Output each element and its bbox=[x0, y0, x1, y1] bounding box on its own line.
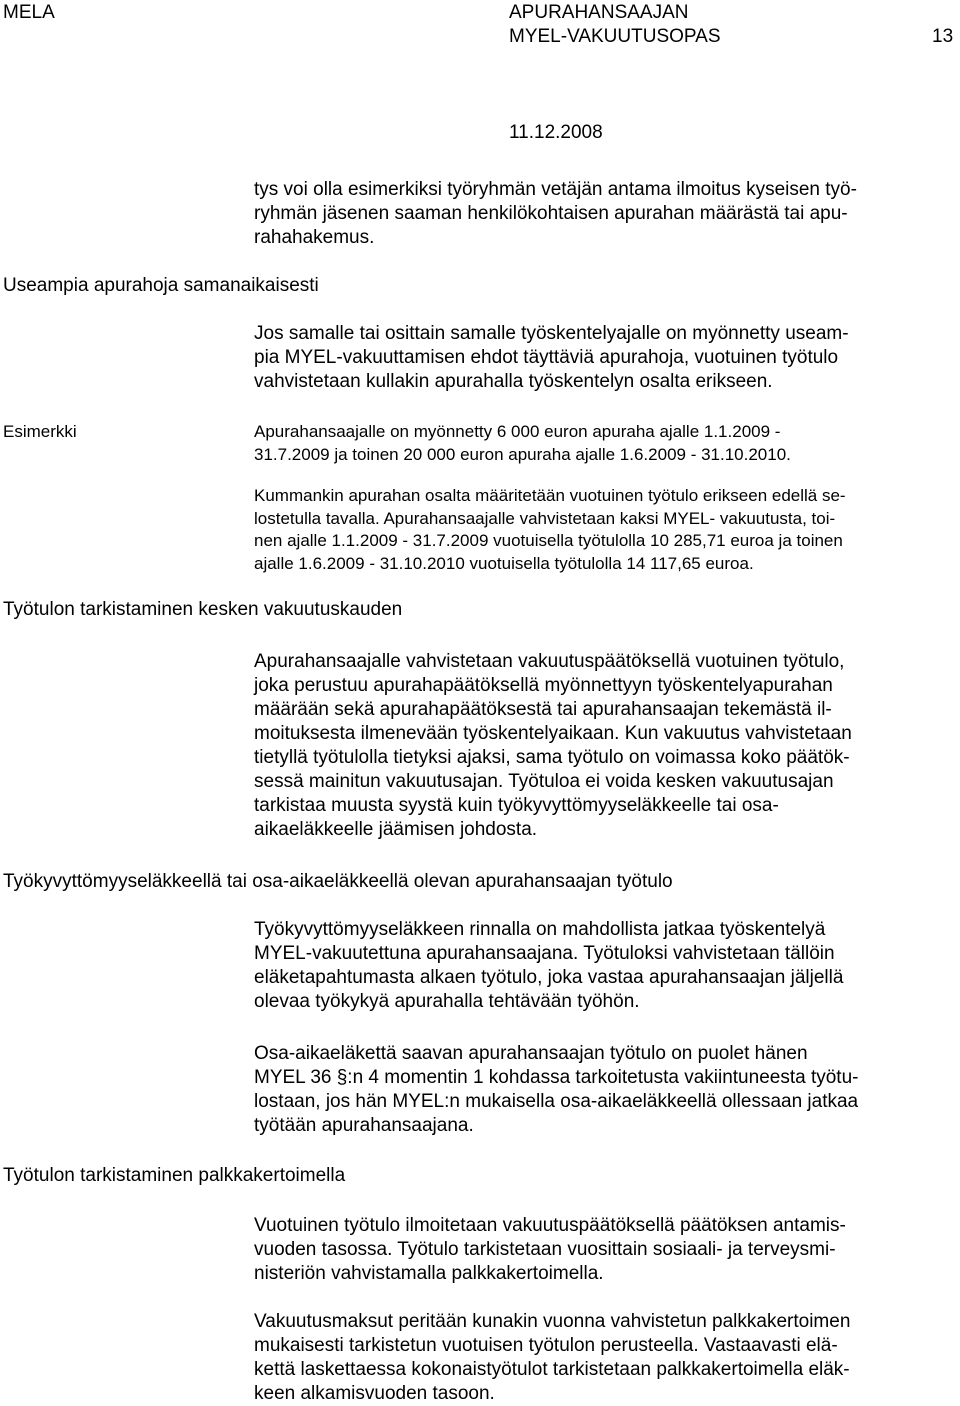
paragraph-line: olevaa työkykyä apurahalla tehtävään työhön. bbox=[254, 991, 640, 1012]
paragraph-line: vahvistetaan kullakin apurahalla työskentelyn osalta erikseen. bbox=[254, 371, 773, 392]
document-date: 11.12.2008 bbox=[509, 122, 603, 143]
section-heading-income-review: Työtulon tarkistaminen kesken vakuutuskauden bbox=[3, 599, 403, 620]
section-heading-wage-coefficient: Työtulon tarkistaminen palkkakertoimella bbox=[3, 1165, 346, 1186]
paragraph-line: tarkistaa muusta syystä kuin työkyvyttömyyseläkkeelle tai osa- bbox=[254, 795, 779, 816]
paragraph-line: työtään apurahansaajana. bbox=[254, 1115, 474, 1136]
paragraph-line: Työkyvyttömyyseläkkeen rinnalla on mahdollista jatkaa työskentelyä bbox=[254, 919, 826, 940]
paragraph-line: mukaisesti tarkistetun vuotuisen työtulon perusteella. Vastaavasti elä- bbox=[254, 1335, 838, 1356]
paragraph-line: joka perustuu apurahapäätöksellä myönnettyyn työskentelyapurahan bbox=[254, 675, 833, 696]
paragraph-line: kettä laskettaessa kokonaistyötulot tarkistetaan palkkakertoimella eläk- bbox=[254, 1359, 850, 1380]
paragraph-line: pia MYEL-vakuuttamisen ehdot täyttäviä apurahoja, vuotuinen työtulo bbox=[254, 347, 839, 368]
paragraph-line: lostaan, jos hän MYEL:n mukaisella osa-aikaeläkkeellä ollessaan jatkaa bbox=[254, 1091, 859, 1112]
example-line: 31.7.2009 ja toinen 20 000 euron apuraha ajalle 1.6.2009 - 31.10.2010. bbox=[254, 444, 791, 464]
paragraph-line: eläketapahtumasta alkaen työtulo, joka vastaa apurahansaajan jäljellä bbox=[254, 967, 844, 988]
intro-line: ryhmän jäsenen saaman henkilökohtaisen apurahan määrästä tai apu- bbox=[254, 203, 848, 224]
section4-paragraph-2 bbox=[254, 1310, 850, 1406]
example-line: lostetulla tavalla. Apurahansaajalle vahvistetaan kaksi MYEL- vakuutusta, toi- bbox=[254, 508, 836, 528]
intro-line: rahahakemus. bbox=[254, 227, 375, 248]
section-heading-multiple-grants: Useampia apurahoja samanaikaisesti bbox=[3, 275, 319, 296]
paragraph-line: moituksesta ilmenevään työskentelyaikaan. Kun vakuutus vahvistetaan bbox=[254, 723, 852, 744]
paragraph-line: vuoden tasossa. Työtulo tarkistetaan vuosittain sosiaali- ja terveysmi- bbox=[254, 1239, 836, 1260]
intro-paragraph bbox=[254, 178, 857, 250]
example-paragraph-2 bbox=[254, 485, 846, 575]
paragraph-line: Apurahansaajalle vahvistetaan vakuutuspäätöksellä vuotuinen työtulo, bbox=[254, 651, 845, 672]
example-line: nen ajalle 1.1.2009 - 31.7.2009 vuotuisella työtulolla 10 285,71 euroa ja toinen bbox=[254, 531, 843, 550]
paragraph-line: Vuotuinen työtulo ilmoitetaan vakuutuspäätöksellä päätöksen antamis- bbox=[254, 1215, 846, 1236]
document-title-line1: APURAHANSAAJAN bbox=[509, 2, 689, 23]
intro-line: tys voi olla esimerkiksi työryhmän vetäjän antama ilmoitus kyseisen työ- bbox=[254, 179, 857, 200]
paragraph-line: määrään sekä apurahapäätöksestä tai apurahansaajan tekemästä il- bbox=[254, 699, 832, 720]
document-title-line2: MYEL-VAKUUTUSOPAS bbox=[509, 26, 721, 47]
section2-paragraph bbox=[254, 650, 852, 842]
paragraph-line: Osa-aikaeläkettä saavan apurahansaajan työtulo on puolet hänen bbox=[254, 1043, 808, 1064]
section1-paragraph bbox=[254, 322, 849, 394]
example-line: ajalle 1.6.2009 - 31.10.2010 vuotuisella työtulolla 14 117,65 euroa. bbox=[254, 553, 754, 573]
paragraph-line: aikaeläkkeelle jäämisen johdosta. bbox=[254, 819, 538, 840]
paragraph-line: MYEL 36 §:n 4 momentin 1 kohdassa tarkoitetusta vakiintuneesta työtu- bbox=[254, 1067, 859, 1088]
paragraph-line: keen alkamisvuoden tasoon. bbox=[254, 1383, 495, 1404]
section-heading-disability-pension: Työkyvyttömyyseläkkeellä tai osa-aikaeläkkeellä olevan apurahansaajan työtulo bbox=[3, 871, 673, 892]
example-paragraph-1 bbox=[254, 421, 791, 466]
example-line: Kummankin apurahan osalta määritetään vuotuinen työtulo erikseen edellä se- bbox=[254, 486, 846, 505]
example-line: Apurahansaajalle on myönnetty 6 000 euron apuraha ajalle 1.1.2009 - bbox=[254, 422, 781, 441]
paragraph-line: sessä mainitun vakuutusajan. Työtuloa ei voida kesken vakuutusajan bbox=[254, 771, 834, 792]
page-number: 13 bbox=[932, 26, 954, 47]
section3-paragraph-1 bbox=[254, 918, 843, 1014]
paragraph-line: nisteriön vahvistamalla palkkakertoimella. bbox=[254, 1263, 604, 1284]
paragraph-line: Vakuutusmaksut peritään kunakin vuonna vahvistetun palkkakertoimen bbox=[254, 1311, 851, 1332]
paragraph-line: MYEL-vakuutettuna apurahansaajana. Työtuloksi vahvistetaan tällöin bbox=[254, 943, 835, 964]
paragraph-line: tietyllä työtulolla tietyksi ajaksi, sama työtulo on voimassa koko päätök- bbox=[254, 747, 850, 768]
org-name: MELA bbox=[3, 2, 55, 23]
section4-paragraph-1 bbox=[254, 1214, 846, 1286]
example-label: Esimerkki bbox=[3, 422, 77, 441]
paragraph-line: Jos samalle tai osittain samalle työskentelyajalle on myönnetty useam- bbox=[254, 323, 849, 344]
section3-paragraph-2 bbox=[254, 1042, 858, 1138]
